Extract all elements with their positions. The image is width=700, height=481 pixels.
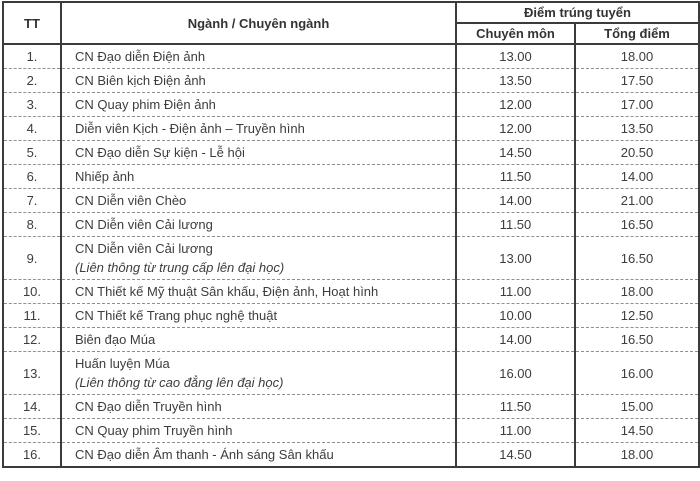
total-score-cell: 15.00 bbox=[575, 395, 699, 419]
table-row bbox=[3, 328, 699, 352]
table-row bbox=[3, 117, 699, 141]
major-name-cell bbox=[61, 189, 456, 213]
major-name: CN Thiết kế Mỹ thuật Sân khấu, Điện ảnh, Hoạt hình bbox=[75, 284, 379, 299]
specialty-score-cell: 12.00 bbox=[456, 117, 575, 141]
major-name: Biên đạo Múa bbox=[75, 332, 156, 347]
major-name-cell bbox=[61, 213, 456, 237]
row-number-cell: 10. bbox=[3, 280, 61, 304]
header-total-score: Tổng điểm bbox=[575, 23, 699, 44]
major-name: CN Biên kịch Điện ảnh bbox=[75, 73, 206, 88]
major-name: Nhiếp ảnh bbox=[75, 169, 135, 184]
total-score-cell: 14.00 bbox=[575, 165, 699, 189]
specialty-score-cell: 12.00 bbox=[456, 93, 575, 117]
row-number-cell: 14. bbox=[3, 395, 61, 419]
table-body bbox=[3, 44, 699, 467]
specialty-score-cell: 13.50 bbox=[456, 69, 575, 93]
major-name-cell bbox=[61, 117, 456, 141]
row-number-cell: 12. bbox=[3, 328, 61, 352]
major-name: CN Thiết kế Trang phục nghệ thuật bbox=[75, 308, 278, 323]
header-row-1 bbox=[3, 2, 699, 23]
specialty-score-cell: 13.00 bbox=[456, 237, 575, 280]
major-name: CN Đạo diễn Âm thanh - Ánh sáng Sân khấu bbox=[75, 447, 334, 462]
row-number-cell: 6. bbox=[3, 165, 61, 189]
table-header bbox=[3, 2, 699, 44]
table-row bbox=[3, 213, 699, 237]
table-row bbox=[3, 352, 699, 395]
specialty-score-cell: 14.00 bbox=[456, 189, 575, 213]
total-score-cell: 13.50 bbox=[575, 117, 699, 141]
specialty-score-cell: 13.00 bbox=[456, 44, 575, 69]
table-row bbox=[3, 395, 699, 419]
header-major: Ngành / Chuyên ngành bbox=[61, 2, 456, 44]
total-score-cell: 14.50 bbox=[575, 419, 699, 443]
total-score-cell: 16.50 bbox=[575, 237, 699, 280]
row-number-cell: 3. bbox=[3, 93, 61, 117]
total-score-cell: 18.00 bbox=[575, 44, 699, 69]
table-row bbox=[3, 304, 699, 328]
table-row bbox=[3, 69, 699, 93]
major-name-cell bbox=[61, 141, 456, 165]
major-name: CN Quay phim Điện ảnh bbox=[75, 97, 216, 112]
table-row bbox=[3, 419, 699, 443]
row-number-cell: 5. bbox=[3, 141, 61, 165]
specialty-score-cell: 14.50 bbox=[456, 443, 575, 468]
major-name-cell bbox=[61, 280, 456, 304]
specialty-score-cell: 11.50 bbox=[456, 213, 575, 237]
major-name: CN Quay phim Truyền hình bbox=[75, 423, 233, 438]
major-note: (Liên thông từ trung cấp lên đại học) bbox=[75, 260, 285, 275]
major-name: Diễn viên Kịch - Điện ảnh – Truyền hình bbox=[75, 121, 305, 136]
row-number-cell: 2. bbox=[3, 69, 61, 93]
major-name: CN Đạo diễn Truyền hình bbox=[75, 399, 222, 414]
specialty-score-cell: 11.50 bbox=[456, 395, 575, 419]
major-name: CN Đạo diễn Sự kiện - Lễ hội bbox=[75, 145, 245, 160]
table-row bbox=[3, 237, 699, 280]
table-row bbox=[3, 165, 699, 189]
header-admission-score: Điểm trúng tuyển bbox=[456, 2, 699, 23]
major-name-cell bbox=[61, 165, 456, 189]
row-number-cell: 7. bbox=[3, 189, 61, 213]
total-score-cell: 16.50 bbox=[575, 328, 699, 352]
major-name: CN Diễn viên Cải lương bbox=[75, 241, 213, 256]
specialty-score-cell: 14.00 bbox=[456, 328, 575, 352]
total-score-cell: 16.00 bbox=[575, 352, 699, 395]
major-name-cell bbox=[61, 443, 456, 468]
major-name-cell bbox=[61, 93, 456, 117]
total-score-cell: 17.00 bbox=[575, 93, 699, 117]
row-number-cell: 8. bbox=[3, 213, 61, 237]
row-number-cell: 9. bbox=[3, 237, 61, 280]
major-name-cell bbox=[61, 304, 456, 328]
major-name: CN Đạo diễn Điện ảnh bbox=[75, 49, 206, 64]
total-score-cell: 20.50 bbox=[575, 141, 699, 165]
specialty-score-cell: 11.00 bbox=[456, 280, 575, 304]
major-name-cell bbox=[61, 352, 456, 395]
major-name-cell bbox=[61, 237, 456, 280]
table-row bbox=[3, 44, 699, 69]
row-number-cell: 15. bbox=[3, 419, 61, 443]
major-name: CN Diễn viên Chèo bbox=[75, 193, 187, 208]
total-score-cell: 16.50 bbox=[575, 213, 699, 237]
total-score-cell: 17.50 bbox=[575, 69, 699, 93]
specialty-score-cell: 10.00 bbox=[456, 304, 575, 328]
major-name: Huấn luyện Múa bbox=[75, 356, 170, 371]
row-number-cell: 4. bbox=[3, 117, 61, 141]
total-score-cell: 18.00 bbox=[575, 280, 699, 304]
header-specialty-score: Chuyên môn bbox=[456, 23, 575, 44]
major-name-cell bbox=[61, 419, 456, 443]
total-score-cell: 21.00 bbox=[575, 189, 699, 213]
table-row bbox=[3, 443, 699, 468]
admission-scores-table bbox=[2, 1, 700, 468]
total-score-cell: 12.50 bbox=[575, 304, 699, 328]
specialty-score-cell: 11.50 bbox=[456, 165, 575, 189]
major-name: CN Diễn viên Cải lương bbox=[75, 217, 213, 232]
major-name-cell bbox=[61, 395, 456, 419]
major-note: (Liên thông từ cao đẳng lên đại học) bbox=[75, 375, 284, 390]
major-name-cell bbox=[61, 328, 456, 352]
table-row bbox=[3, 93, 699, 117]
row-number-cell: 1. bbox=[3, 44, 61, 69]
row-number-cell: 13. bbox=[3, 352, 61, 395]
major-name-cell bbox=[61, 69, 456, 93]
specialty-score-cell: 14.50 bbox=[456, 141, 575, 165]
row-number-cell: 16. bbox=[3, 443, 61, 468]
table-row bbox=[3, 280, 699, 304]
table-row bbox=[3, 141, 699, 165]
row-number-cell: 11. bbox=[3, 304, 61, 328]
total-score-cell: 18.00 bbox=[575, 443, 699, 468]
specialty-score-cell: 16.00 bbox=[456, 352, 575, 395]
major-name-cell bbox=[61, 44, 456, 69]
table-row bbox=[3, 189, 699, 213]
specialty-score-cell: 11.00 bbox=[456, 419, 575, 443]
header-tt: TT bbox=[3, 2, 61, 44]
